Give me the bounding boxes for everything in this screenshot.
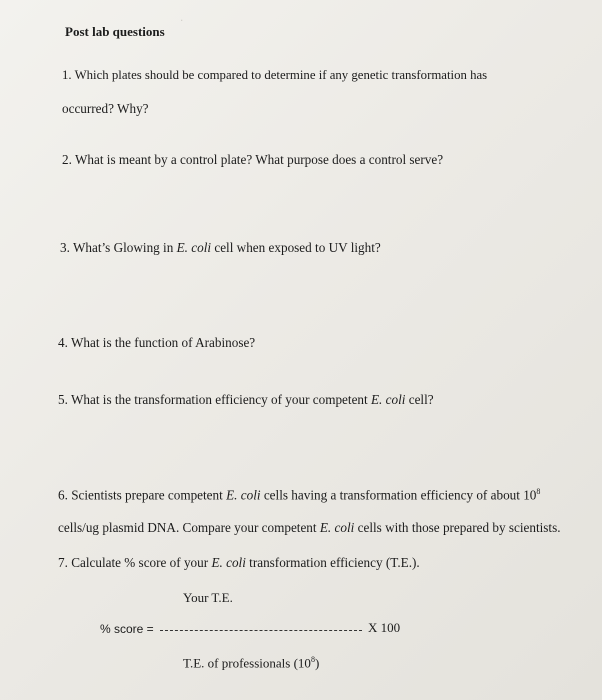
question-6-text-mid: cells having a transformation efficiency of about 10 — [260, 487, 537, 503]
question-7-organism: E. coli — [211, 555, 246, 570]
question-6-line-2-end: cells with those prepared by scientists. — [354, 520, 561, 535]
question-7 — [58, 555, 420, 571]
question-3-text-start: 3. What’s Glowing in — [60, 240, 177, 255]
question-7-text-start: 7. Calculate % score of your — [58, 555, 212, 570]
formula-numerator: Your T.E. — [183, 590, 233, 605]
question-3-organism: E. coli — [176, 240, 212, 255]
section-heading: Post lab questions — [65, 24, 165, 39]
question-3-text-end: cell when exposed to UV light? — [211, 240, 381, 255]
formula-denominator — [183, 655, 319, 671]
question-6-line-2-organism: E. coli — [319, 520, 355, 535]
denominator-text: T.E. of professionals (10 — [183, 655, 311, 671]
question-5-text-end: cell? — [405, 392, 434, 407]
question-5 — [58, 392, 434, 408]
question-4: 4. What is the function of Arabinose? — [58, 335, 256, 350]
show-through-text: . — [180, 10, 184, 24]
question-6-line-2-start: cells/ug plasmid DNA. Compare your competent — [58, 520, 320, 535]
denominator-exponent: 8 — [310, 655, 315, 664]
score-label: % score = — [100, 622, 154, 636]
denominator-close: ) — [314, 655, 320, 671]
fraction-bar — [160, 630, 362, 631]
question-3 — [60, 240, 381, 256]
question-7-text-end: transformation efficiency (T.E.). — [245, 555, 420, 570]
question-6-text-start: 6. Scientists prepare competent — [58, 487, 227, 503]
question-2: 2. What is meant by a control plate? What purpose does a control serve? — [62, 152, 444, 167]
question-1-line-1: 1. Which plates should be compared to determine if any genetic transformation has — [62, 68, 488, 82]
formula-multiplier: X 100 — [368, 620, 401, 635]
question-5-organism: E. coli — [370, 392, 406, 407]
question-6-exponent: 8 — [536, 487, 541, 496]
question-1-line-2: occurred? Why? — [62, 101, 149, 116]
question-6-line-2 — [58, 520, 561, 536]
question-6-line-1 — [58, 487, 540, 503]
question-6-organism: E. coli — [226, 487, 261, 503]
question-5-text-start: 5. What is the transformation efficiency of your competent — [58, 392, 371, 407]
